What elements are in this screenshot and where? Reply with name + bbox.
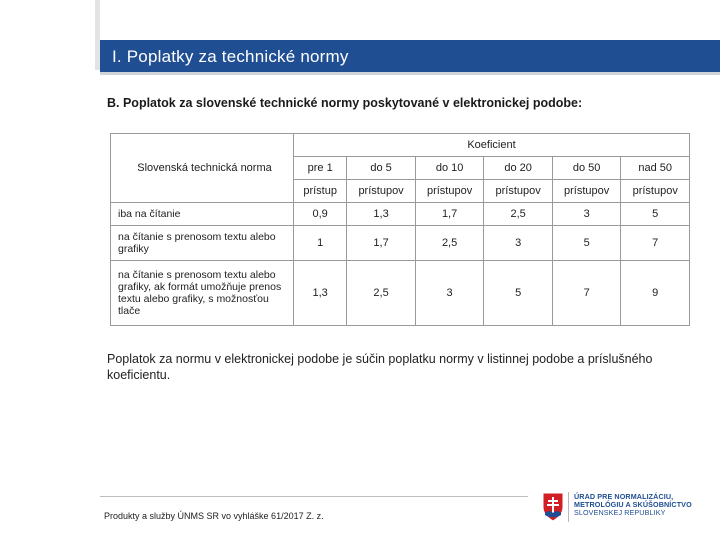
corner-empty: [111, 180, 294, 203]
table-cell: 2,5: [347, 261, 416, 326]
col-header-top: do 50: [552, 157, 621, 180]
page-title: I. Poplatky za technické normy: [112, 47, 349, 66]
table-cell: 2,5: [484, 203, 553, 226]
col-header-top: pre 1: [294, 157, 347, 180]
title-shadow: [100, 72, 720, 75]
table-cell: 7: [621, 226, 690, 261]
table-header-bottom-row: [111, 180, 690, 203]
table-cell: 2,5: [415, 226, 484, 261]
table-row: [111, 261, 690, 326]
table-group-row: [111, 134, 690, 157]
row-label: na čítanie s prenosom textu alebo grafiky, ak formát umožňuje prenos textu alebo grafiky, s možnosťou tlače: [111, 261, 294, 326]
table-row: [111, 226, 690, 261]
col-header-top: nad 50: [621, 157, 690, 180]
col-header-bottom: prístupov: [484, 180, 553, 203]
title-bar: [100, 40, 720, 72]
col-header-bottom: prístupov: [415, 180, 484, 203]
logo-separator: [568, 492, 569, 522]
logo-line: ÚRAD PRE NORMALIZÁCIU,: [574, 492, 674, 501]
unms-logo: [538, 490, 720, 536]
table-cell: 9: [621, 261, 690, 326]
corner-label: Slovenská technická norma: [111, 157, 294, 180]
row-label: na čítanie s prenosom textu alebo grafiky: [111, 226, 294, 261]
col-header-top: do 5: [347, 157, 416, 180]
footer-divider: [100, 496, 528, 497]
table-cell: 1,3: [347, 203, 416, 226]
fee-coefficient-table: [110, 133, 690, 326]
table-row: [111, 203, 690, 226]
col-header-top: do 20: [484, 157, 553, 180]
table-header-top-row: [111, 157, 690, 180]
section-subtitle: B. Poplatok za slovenské technické normy poskytované v elektronickej podobe:: [107, 96, 583, 110]
logo-line: SLOVENSKEJ REPUBLIKY: [574, 508, 666, 518]
slovak-coat-of-arms-icon: [542, 492, 564, 522]
table-cell: 5: [621, 203, 690, 226]
coefficient-header: Koeficient: [294, 134, 690, 157]
fee-note: Poplatok za normu v elektronickej podobe je súčin poplatku normy v listinnej podobe a príslušného koeficientu.: [107, 352, 653, 382]
col-header-bottom: prístupov: [552, 180, 621, 203]
col-header-top: do 10: [415, 157, 484, 180]
table-cell: 1,3: [294, 261, 347, 326]
table-cell: 1,7: [347, 226, 416, 261]
table-cell: 1,7: [415, 203, 484, 226]
table-cell: 5: [484, 261, 553, 326]
col-header-bottom: prístup: [294, 180, 347, 203]
corner-empty: [111, 134, 294, 157]
table-cell: 7: [552, 261, 621, 326]
table-cell: 3: [484, 226, 553, 261]
table-cell: 5: [552, 226, 621, 261]
table-cell: 1: [294, 226, 347, 261]
logo-text: [574, 493, 692, 518]
row-label: iba na čítanie: [111, 203, 294, 226]
footer-source: Produkty a služby ÚNMS SR vo vyhláške 61/2017 Z. z.: [104, 511, 324, 521]
col-header-bottom: prístupov: [347, 180, 416, 203]
table-cell: 3: [552, 203, 621, 226]
logo-line: METROLÓGIU A SKÚŠOBNÍCTVO: [574, 500, 692, 510]
table-cell: 3: [415, 261, 484, 326]
table-cell: 0,9: [294, 203, 347, 226]
col-header-bottom: prístupov: [621, 180, 690, 203]
